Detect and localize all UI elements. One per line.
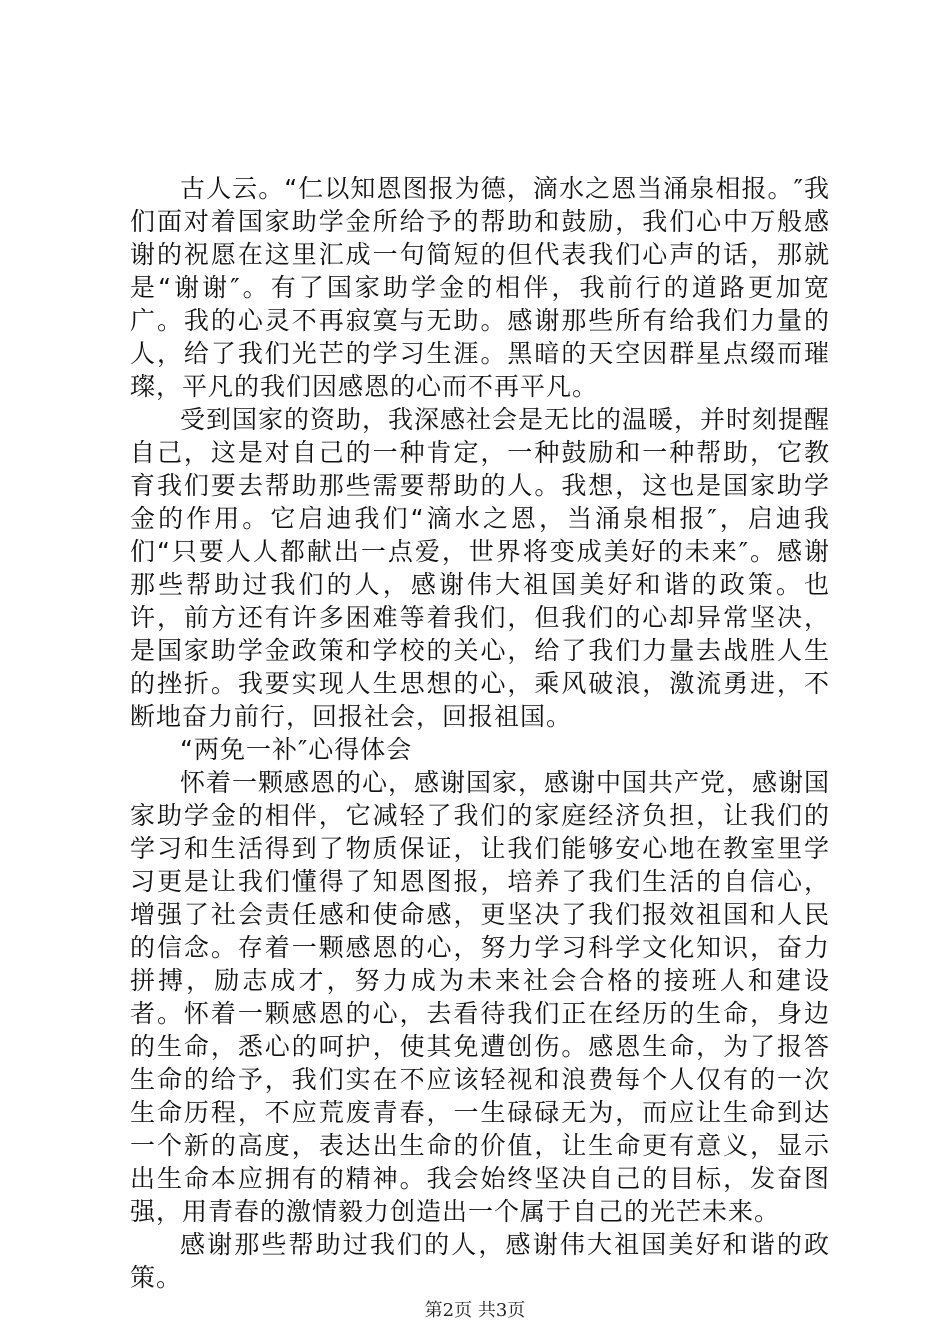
paragraph-1: 古人云。“仁以知恩图报为德，滴水之恩当涌泉相报。″我们面对着国家助学金所给予的帮助和鼓励，我们心中万般感谢的祝愿在这里汇成一句简短的但代表我们心声的话，那就是“谢谢″。有了国家助学金的相伴，我前行的道路更加宽广。我的心灵不再寂寞与无助。感谢那些所有给我们力量的人，给了我们光芒的学习生涯。黑暗的天空因群星点缀而璀璨，平凡的我们因感恩的心而不再平凡。 (130, 174, 830, 401)
section-heading: “两免一补″心得体会 (180, 735, 413, 764)
paragraph-4: 感谢那些帮助过我们的人，感谢伟大祖国美好和谐的政策。 (130, 1230, 830, 1292)
page-footer: 第2页 共3页 (424, 1300, 526, 1321)
paragraph-2: 受到国家的资助，我深感社会是无比的温暖，并时刻提醒自己，这是对自己的一种肯定，一种鼓励和一种帮助，它教育我们要去帮助那些需要帮助的人。我想，这也是国家助学金的作用。它启迪我们“滴水之恩，当涌泉相报″，启迪我们“只要人人都献出一点爱，世界将变成美好的未来″。感谢那些帮助过我们的人，感谢伟大祖国美好和谐的政策。也许，前方还有许多困难等着我们，但我们的心却异常坚决，是国家助学金政策和学校的关心，给了我们力量去战胜人生的挫折。我要实现人生思想的心，乘风破浪，激流勇进，不断地奋力前行，回报社会，回报祖国。 (130, 405, 831, 731)
document-body (130, 172, 830, 1294)
paragraph-3: 怀着一颗感恩的心，感谢国家，感谢中国共产党，感谢国家助学金的相伴，它减轻了我们的家庭经济负担，让我们的学习和生活得到了物质保证，让我们能够安心地在教室里学习更是让我们懂得了知恩图报，培养了我们生活的自信心，增强了社会责任感和使命感，更坚决了我们报效祖国和人民的信念。存着一颗感恩的心，努力学习科学文化知识，奋力拼搏，励志成才，努力成为未来社会合格的接班人和建设者。怀着一颗感恩的心，去看待我们正在经历的生命，身边的生命，悉心的呵护，使其免遭创伤。感恩生命，为了报答生命的给予，我们实在不应该轻视和浪费每个人仅有的一次生命历程，不应荒废青春，一生碌碌无为，而应让生命到达一个新的高度，表达出生命的价值，让生命更有意义，显示出生命本应拥有的精神。我会始终坚决自己的目标，发奋图强，用青春的激情毅力创造出一个属于自己的光芒未来。 (130, 768, 831, 1226)
